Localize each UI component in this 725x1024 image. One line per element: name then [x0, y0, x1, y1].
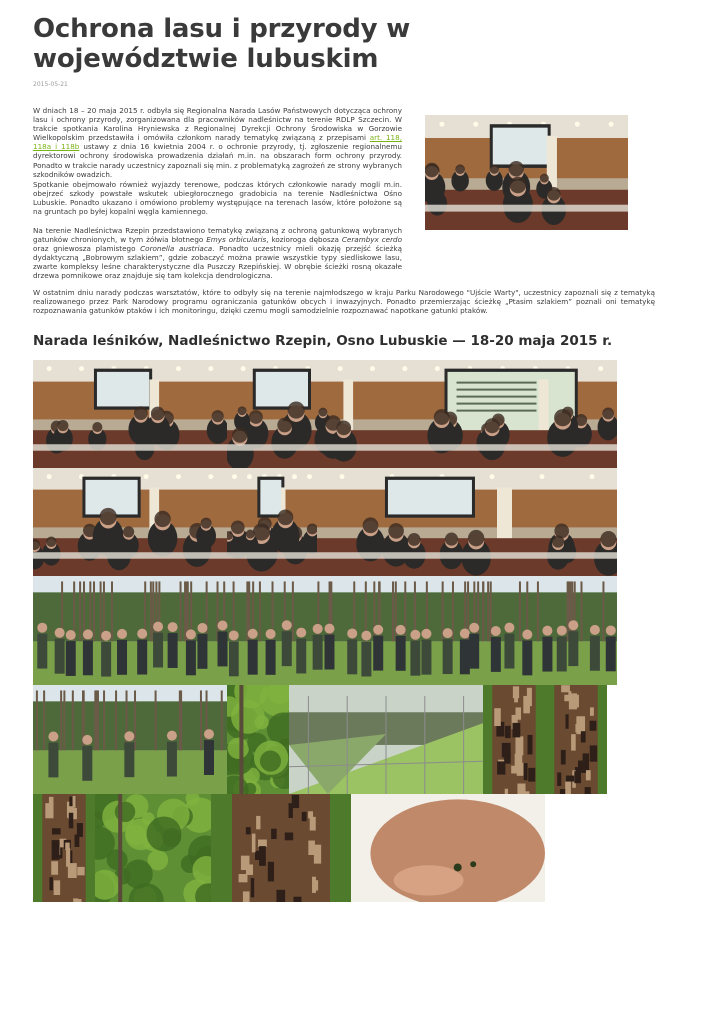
species-cerambyx: Cerambyx cerdo	[341, 235, 402, 245]
gallery-photo-16[interactable]	[95, 794, 211, 902]
gallery-photo-11[interactable]	[227, 685, 289, 794]
paragraph-1-text-b: ustawy z dnia 16 kwietnia 2004 r. o ochronie przyrody, tj. zgłoszenie regionalnemu dyrektorowi ochrony środowiska prowadzenia działań m.in. na obszarach form ochrony przyrody. Ponadto w trakcie narady uczestnicy zapoznali się min. z problematyką zagrożeń ze strony wybranych szkodników owadzich.	[33, 142, 402, 179]
paragraph-3	[33, 226, 402, 281]
gallery-photo-3[interactable]	[421, 360, 617, 468]
gallery-photo-15[interactable]	[33, 794, 95, 902]
gallery-photo-5[interactable]	[227, 468, 317, 576]
paragraph-3-text-d: . Ponadto uczestnicy mieli okazję przejść ścieżką dydaktyczną „Bobrowym szlakiem”, gdzie zobaczyć można prawie wszystkie typy siedliskowe lasu, zwarte kompleksy leśne charakterystyczne dla Puszczy Rzepińskiej. W obrębie ścieżki rosną okazałe drzewa pomnikowe oraz znajduje się tam kolekcja dendrologiczna.	[33, 244, 402, 281]
paragraph-2: Spotkanie obejmowało również wyjazdy terenowe, podczas których członkowie narady mogli m.in. obejrzeć szkody powstałe wskutek ubiegłorocznego gradobicia na terenie Nadleśnictwa Ośno Lubuskie. Ponadto ukazano i omówiono problemy występujące na terenach lasów, które położone są na gruntach po byłej kopalni węgla kamiennego.	[33, 180, 402, 217]
paragraph-1-text-a: W dniach 18 – 20 maja 2015 r. odbyła się Regionalna Narada Lasów Państwowych dotycząca ochrony lasu i ochrony przyrody, zorganizowana dla pracowników nadleśnictw na terenie RDLP Szczecin. W trakcie spotkania Karolina Hryniewska z Regionalnej Dyrekcji Ochrony Środowiska w Gorzowie Wielkopolskim przedstawiła i omówiła członkom narady tematykę związaną z przepisami	[33, 106, 402, 143]
gallery-photo-7[interactable]	[33, 576, 229, 685]
paragraph-3-text-c: oraz gniewosza plamistego	[33, 244, 141, 254]
gallery-photo-8[interactable]	[229, 576, 421, 685]
gallery-photo-2[interactable]	[227, 360, 421, 468]
gallery-photo-1[interactable]	[33, 360, 227, 468]
gallery-photo-12[interactable]	[289, 685, 483, 794]
paragraph-3-text-a: Na terenie Nadleśnictwa Rzepin przedstawiono tematykę związaną z ochroną gatunkową wybranych gatunków chronionych, w tym żółwia błotnego	[33, 226, 402, 245]
gallery-photo-17[interactable]	[211, 794, 351, 902]
gallery-photo-9[interactable]	[421, 576, 617, 685]
gallery-photo-13[interactable]	[483, 685, 545, 794]
species-emys: Emys orbicularis	[206, 235, 267, 245]
gallery-photo-6[interactable]	[317, 468, 617, 576]
paragraph-1	[33, 106, 402, 179]
page-title: Ochrona lasu i przyrody w województwie lubuskim	[33, 14, 411, 74]
gallery-photo-18[interactable]	[351, 794, 545, 902]
paragraph-4: W ostatnim dniu narady podczas warsztatów, które to odbyły się na terenie najmłodszego w kraju Parku Narodowego "Ujście Warty", uczestnicy zapoznali się z tematyką realizowanego przez Park Narodowy programu ograniczania gatunków obcych i inwazyjnych. Ponadto przemierzając ścieżkę „Ptasim szlakiem” poznali oni tematykę rozpoznawania gatunków ptaków i ich monitoringu, dzięki czemu mogli samodzielnie rozpoznawać napotkane gatunki ptaków.	[33, 288, 655, 316]
gallery-photo-4[interactable]	[33, 468, 227, 576]
law-articles-link[interactable]: art. 118, 118a i 118b	[33, 133, 402, 152]
species-coronella: Coronella austriaca	[140, 244, 213, 254]
gallery-title: Narada leśników, Nadleśnictwo Rzepin, Osno Lubuskie — 18-20 maja 2015 r.	[33, 333, 613, 349]
paragraph-3-text-b: , kozioroga dębosza	[266, 235, 342, 245]
gallery-photo-14[interactable]	[545, 685, 607, 794]
meeting-photo-main[interactable]	[425, 115, 628, 230]
gallery-photo-10[interactable]	[33, 685, 227, 794]
publish-date: 2015-05-21	[33, 81, 68, 88]
